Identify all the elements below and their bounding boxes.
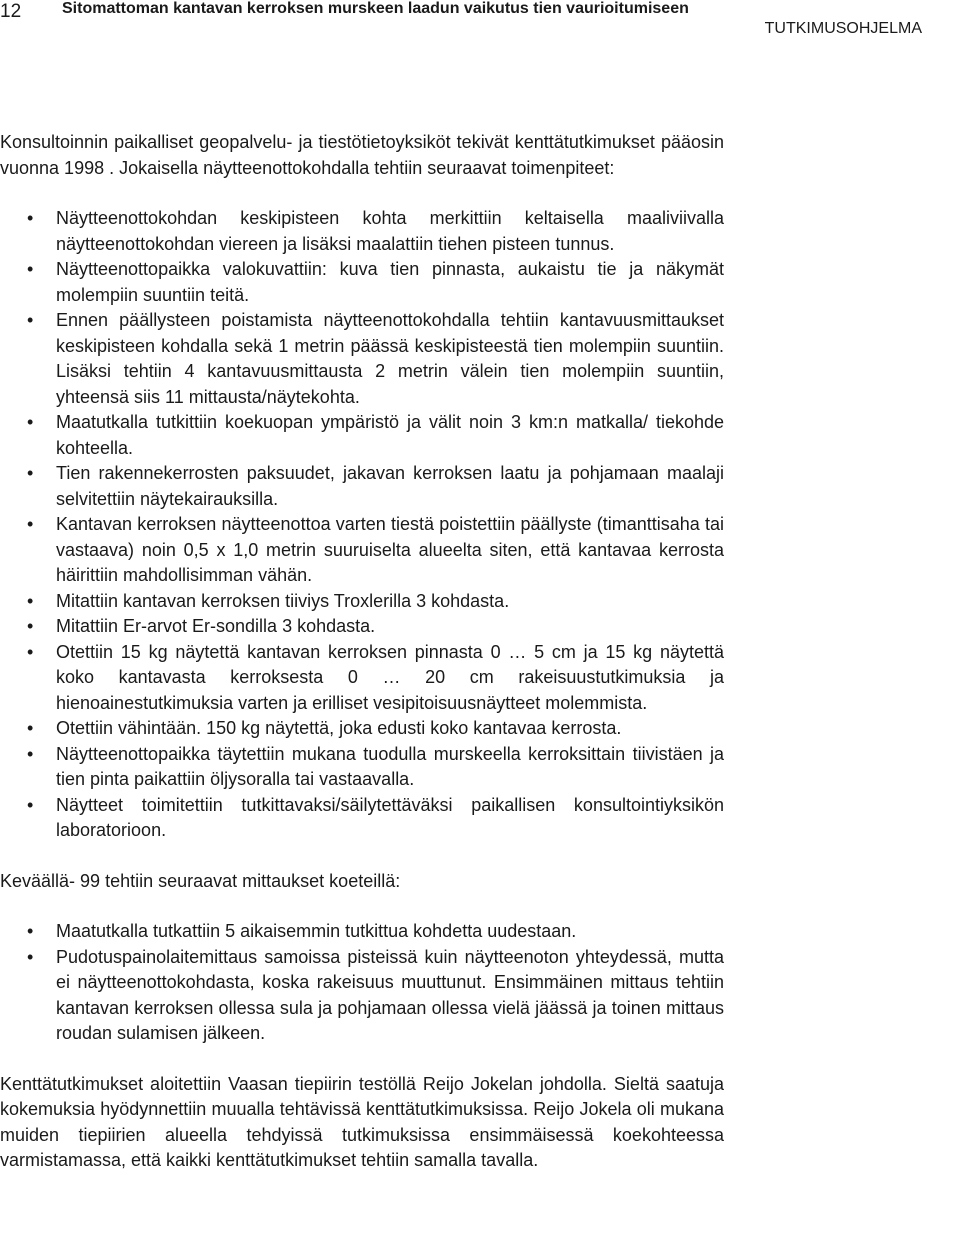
list-item [0, 589, 724, 615]
bullet-icon: • [27, 514, 34, 534]
list-item [0, 793, 724, 844]
list-item [0, 742, 724, 793]
list-item-text: Pudotuspainolaitemittaus samoissa pisteissä kuin näytteenoton yhteydessä, mutta ei näytteenottokohdasta, koska rakeisuus muuttunut. Ensimmäinen mittaus tehtiin kantavan kerroksen ollessa sula ja pohjamaan ollessa vielä jäässä ja toinen mittaus roudan sulamisen jälkeen. [56, 946, 724, 1043]
list-item [0, 716, 724, 742]
bullet-icon: • [27, 946, 34, 967]
list-item [0, 257, 724, 308]
bullet-icon: • [27, 310, 34, 330]
spring-measurements-paragraph: Keväällä- 99 tehtiin seuraavat mittaukset koeteillä: [0, 870, 401, 891]
list-item-text: Maatutkalla tutkattiin 5 aikaisemmin tutkittua kohdetta uudestaan. [56, 921, 577, 941]
list-item [0, 308, 724, 410]
list-item [0, 614, 724, 640]
list-item-text: Kantavan kerroksen näytteenottoa varten tiestä poistettiin päällyste (timanttisaha tai vastaava) noin 0,5 x 1,0 metrin suuruiselta alueelta siten, että kantavaa kerrosta häirittiin mahdollisimman vähän. [56, 514, 724, 585]
list-item-text: Mitattiin Er-arvot Er-sondilla 3 kohdasta. [56, 616, 376, 636]
list-item [0, 410, 724, 461]
bullet-icon: • [27, 463, 34, 483]
bullet-icon: • [27, 259, 34, 279]
list-item [0, 640, 724, 717]
list-item-text: Mitattiin kantavan kerroksen tiiviys Troxlerilla 3 kohdasta. [56, 590, 510, 611]
bullet-icon: • [27, 208, 34, 228]
bullet-icon: • [27, 641, 34, 662]
running-title: Sitomattoman kantavan kerroksen murskeen laadun vaikutus tien vaurioitumiseen [62, 0, 689, 17]
page-number: 12 [0, 1, 22, 22]
bullet-icon: • [27, 412, 34, 432]
bullet-icon: • [27, 743, 34, 764]
list-item-text: Otettiin vähintään. 150 kg näytettä, joka edusti koko kantavaa kerrosta. [56, 718, 622, 738]
measures-list [0, 206, 724, 844]
list-item-text: Näytteenottopaikka valokuvattiin: kuva tien pinnasta, aukaistu tie ja näkymät molempiin suuntiin teitä. [56, 259, 724, 305]
list-item [0, 461, 724, 512]
bullet-icon: • [27, 616, 34, 636]
page-header [0, 0, 960, 50]
list-item [0, 919, 724, 945]
list-item-text: Ennen päällysteen poistamista näytteenottokohdalla tehtiin kantavuusmittaukset keskipisteen kohdalla sekä 1 metrin päässä keskipisteestä tien molempiin suuntiin. Lisäksi tehtiin 4 kantavuusmittausta 2 metrin välein tien molempiin suuntiin, yhteensä siis 11 mittausta/näytekohta. [56, 310, 724, 407]
list-item-text: Näytteenottokohdan keskipisteen kohta merkittiin keltaisella maaliviivalla näytteenottokohdan viereen ja lisäksi maalattiin tiehen pisteen tunnus. [56, 208, 724, 254]
bullet-icon: • [27, 718, 34, 738]
list-item [0, 945, 724, 1047]
list-item-text: Näytteenottopaikka täytettiin mukana tuodulla murskeella kerroksittain tiivistäen ja tien pinta paikattiin öljysoralla tai vastaavalla. [56, 743, 724, 789]
bullet-icon: • [27, 590, 34, 611]
bullet-icon: • [27, 921, 34, 941]
list-item-text: Otettiin 15 kg näytettä kantavan kerroksen pinnasta 0 … 5 cm ja 15 kg näytettä koko kantavasta kerroksesta 0 … 20 cm rakeisuustutkimuksia ja hienoainestutkimuksia varten ja erilliset vesipitoisuusnäytteet molemmista. [56, 641, 724, 713]
body-text [0, 130, 724, 1174]
list-item-text: Näytteet toimitettiin tutkittavaksi/säilytettäväksi paikallisen konsultointiyksikön laboratorioon. [56, 794, 724, 840]
bullet-icon: • [27, 794, 34, 815]
list-item-text: Maatutkalla tutkittiin koekuopan ympäristö ja välit noin 3 km:n matkalla/ tiekohde kohteella. [56, 412, 724, 458]
running-subtitle: TUTKIMUSOHJELMA [764, 20, 922, 37]
intro-paragraph: Konsultoinnin paikalliset geopalvelu- ja tiestötietoyksiköt tekivät kenttätutkimukset pääosin vuonna 1998 . Jokaisella näytteenottokohdalla tehtiin seuraavat toimenpiteet: [0, 132, 724, 178]
spring-measurements-list [0, 919, 724, 1047]
closing-paragraph: Kenttätutkimukset aloitettiin Vaasan tiepiirin testöllä Reijo Jokelan johdolla. Sieltä saatuja kokemuksia hyödynnettiin muualla tehtävissä kenttätutkimuksissa. Reijo Jokela oli mukana muiden tiepiirien alueella tehdyissä tutkimuksissa ensimmäisessä koekohteessa varmistamassa, että kaikki kenttätutkimukset tehtiin samalla tavalla. [0, 1073, 724, 1170]
list-item-text: Tien rakennekerrosten paksuudet, jakavan kerroksen laatu ja pohjamaan maalaji selvitettiin näytekairauksilla. [56, 463, 724, 509]
list-item [0, 512, 724, 589]
list-item [0, 206, 724, 257]
